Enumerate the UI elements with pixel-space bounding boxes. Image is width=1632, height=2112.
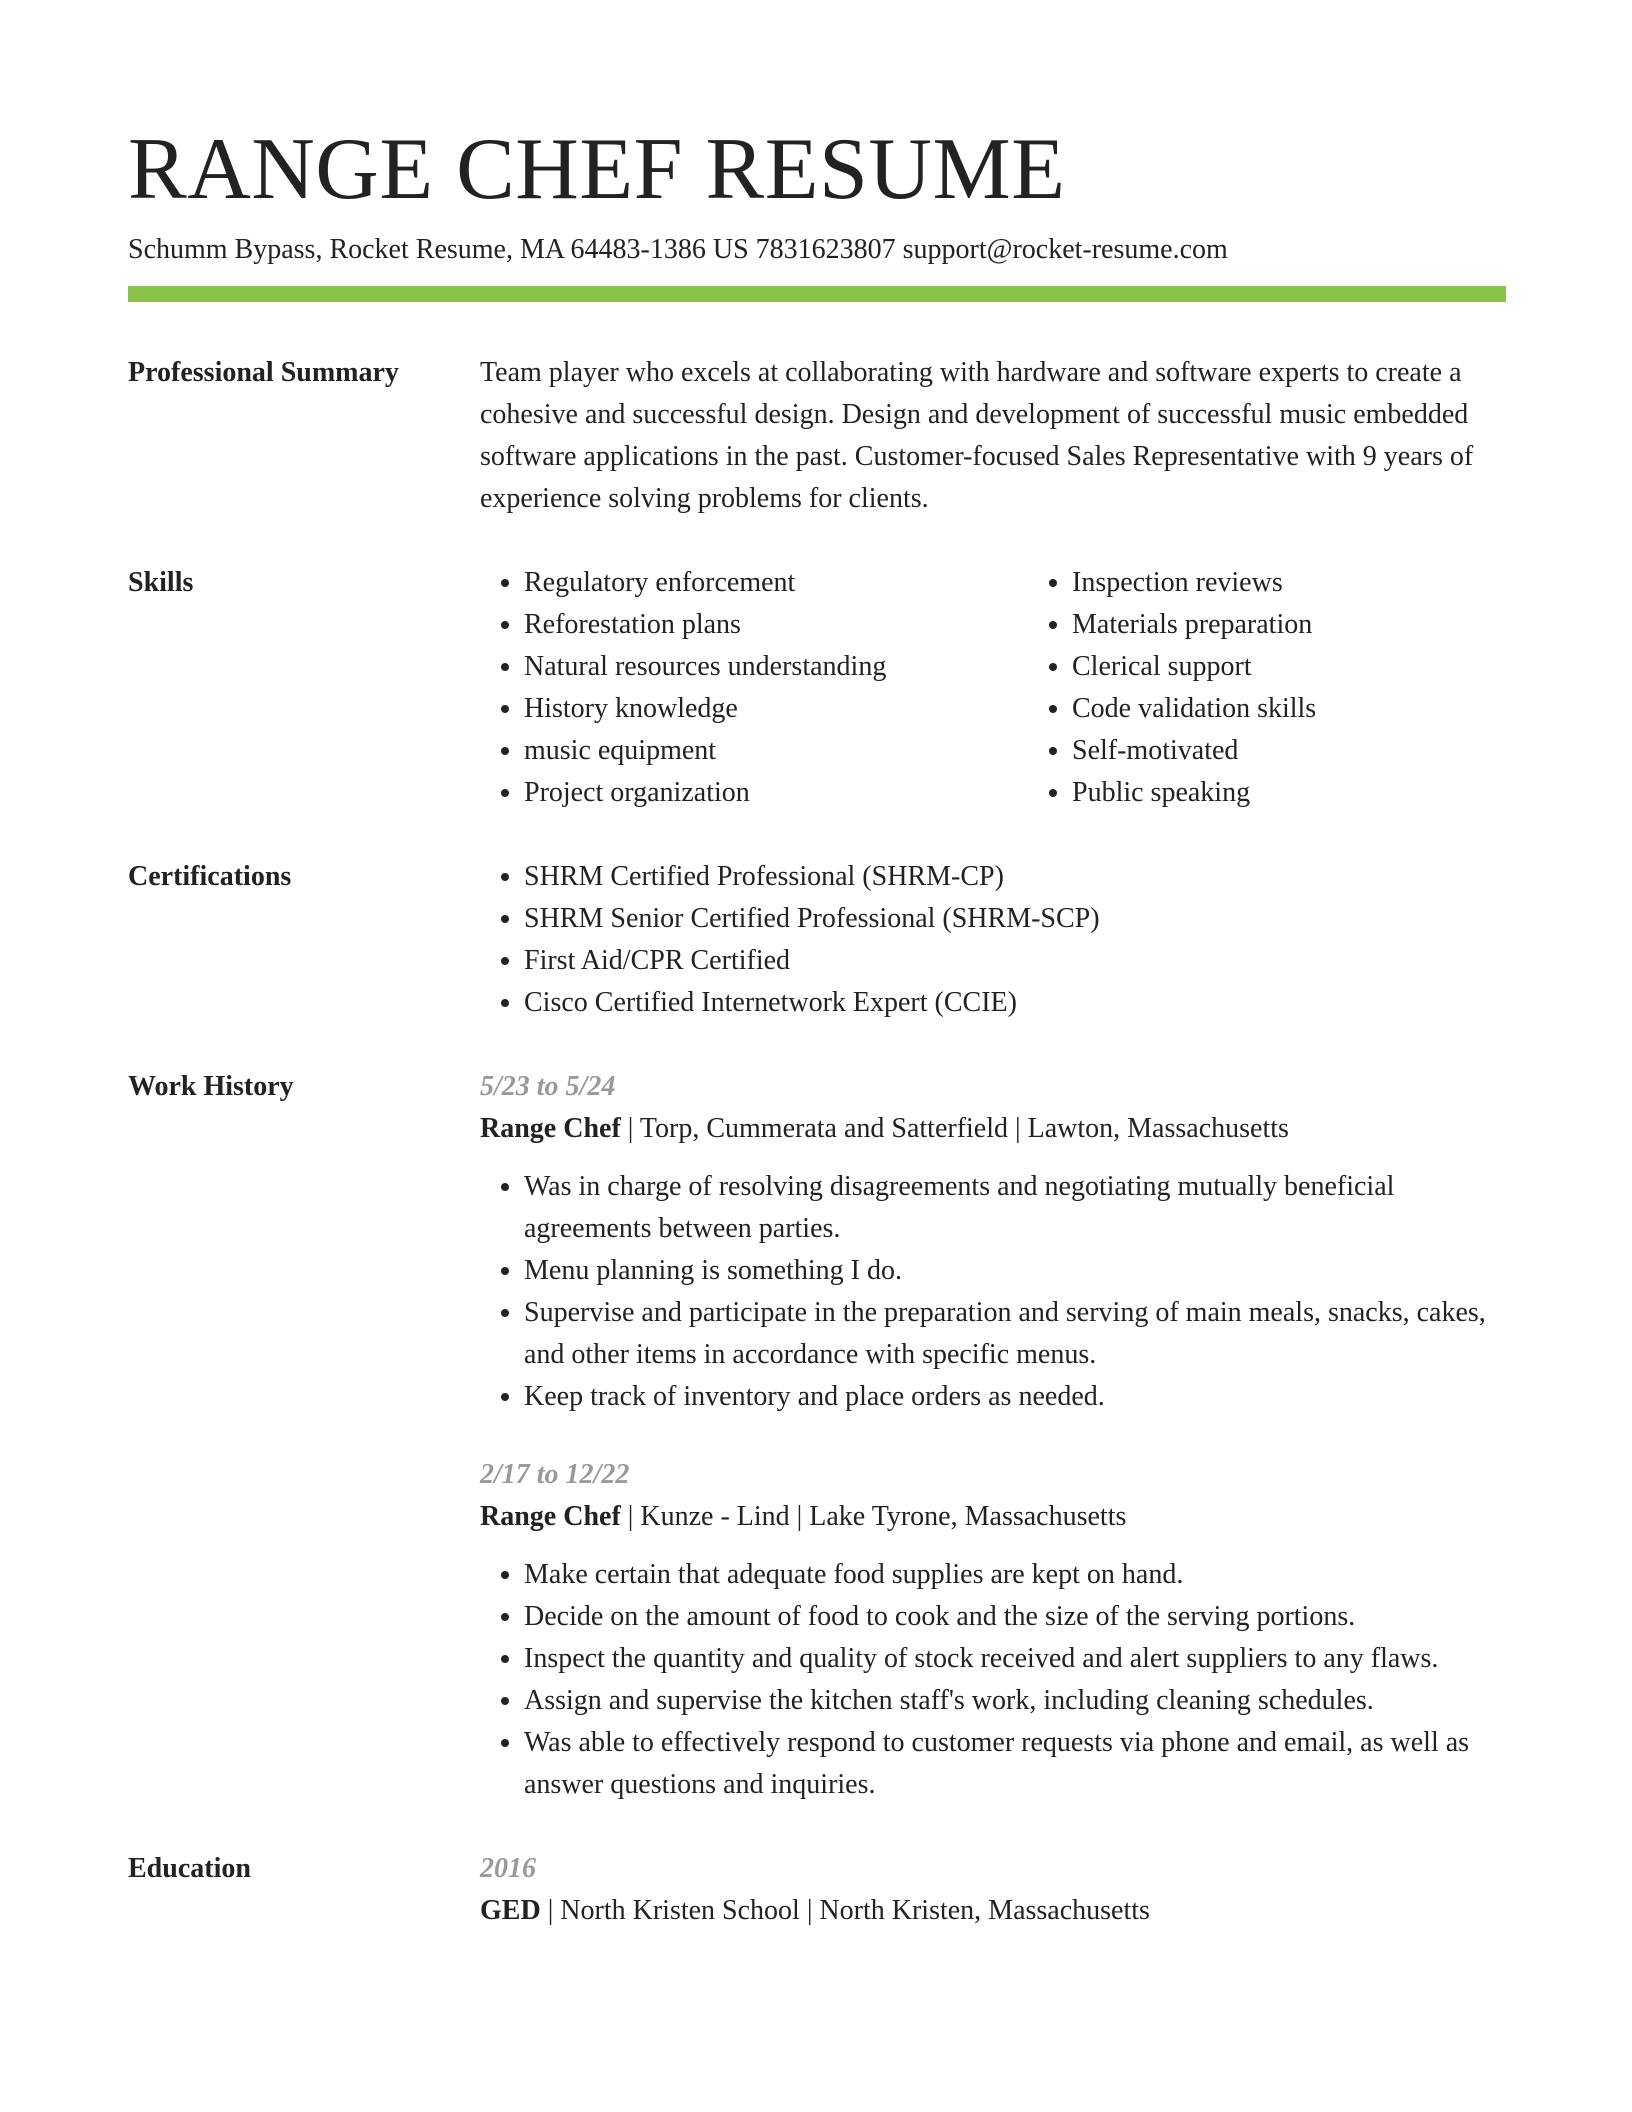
skills-grid [480,562,1576,814]
job-duty: • Decide on the amount of food to cook and the size of the serving portions. [524,1596,1506,1638]
job-duty: • Inspect the quantity and quality of stock received and alert suppliers to any flaws. [524,1638,1506,1680]
job-duty: • Was in charge of resolving disagreements and negotiating mutually beneficial agreements between parties. [524,1166,1506,1250]
skill-item: • Materials preparation [1072,604,1576,646]
education-label: Education [128,1853,251,1884]
certifications-section [128,856,1506,1024]
job-dates: 5/23 to 5/24 [480,1071,616,1102]
education-line [480,1890,1506,1932]
job-title-line [480,1496,1506,1538]
skill-item: • Code validation skills [1072,688,1576,730]
skill-item: • History knowledge [524,688,1028,730]
resume-page [128,120,1506,1932]
job-duty: • Supervise and participate in the preparation and serving of main meals, snacks, cakes, and other items in accordance with specific menus. [524,1292,1506,1376]
skill-item: • Clerical support [1072,646,1576,688]
job-duties-list [480,1166,1506,1418]
certifications-label: Certifications [128,861,292,892]
work-history-label: Work History [128,1071,294,1102]
job-duty: • Menu planning is something I do. [524,1250,1506,1292]
summary-text: Team player who excels at collaborating with hardware and software experts to create a cohesive and successful design. Design and development of successful music embedded software applications in the past. Customer-focused Sales Representative with 9 years of experience solving problems for clients. [480,357,1474,514]
job-duty: • Assign and supervise the kitchen staff's work, including cleaning schedules. [524,1680,1506,1722]
skills-list-left [480,562,1028,814]
job-title-line [480,1108,1506,1150]
job-duty: • Make certain that adequate food supplies are kept on hand. [524,1554,1506,1596]
education-year: 2016 [480,1853,536,1884]
certification-item: • SHRM Senior Certified Professional (SHRM-SCP) [524,898,1506,940]
skills-list-right [1028,562,1576,814]
certification-item: • First Aid/CPR Certified [524,940,1506,982]
job-title: Range Chef [480,1501,621,1532]
skill-item: • Natural resources understanding [524,646,1028,688]
skills-label: Skills [128,567,194,598]
certification-item: • SHRM Certified Professional (SHRM-CP) [524,856,1506,898]
job-employer-location: | Kunze - Lind | Lake Tyrone, Massachusetts [620,1501,1127,1532]
resume-title: RANGE CHEF RESUME [128,121,1066,218]
skill-item: • Inspection reviews [1072,562,1576,604]
skill-item: • Reforestation plans [524,604,1028,646]
job-entry [480,1066,1506,1418]
skill-item: • music equipment [524,730,1028,772]
job-duties-list [480,1554,1506,1806]
job-duty: • Keep track of inventory and place orders as needed. [524,1376,1506,1418]
summary-label: Professional Summary [128,357,399,388]
skill-item: • Regulatory enforcement [524,562,1028,604]
header-divider [128,286,1506,302]
certification-item: • Cisco Certified Internetwork Expert (CCIE) [524,982,1506,1024]
job-dates: 2/17 to 12/22 [480,1459,630,1490]
skills-section [128,562,1506,814]
contact-line: Schumm Bypass, Rocket Resume, MA 64483-1386 US 7831623807 support@rocket-resume.com [128,234,1228,265]
skill-item: • Project organization [524,772,1028,814]
job-employer-location: | Torp, Cummerata and Satterfield | Lawton, Massachusetts [620,1113,1289,1144]
education-school-location: | North Kristen School | North Kristen, Massachusetts [540,1895,1150,1926]
education-section [128,1848,1506,1932]
skill-item: • Public speaking [1072,772,1576,814]
certifications-list [480,856,1506,1024]
summary-section [128,352,1506,520]
skill-item: • Self-motivated [1072,730,1576,772]
job-entry [480,1454,1506,1806]
job-duty: • Was able to effectively respond to customer requests via phone and email, as well as answer questions and inquiries. [524,1722,1506,1806]
job-title: Range Chef [480,1113,621,1144]
education-degree: GED [480,1895,541,1926]
work-history-section [128,1066,1506,1806]
